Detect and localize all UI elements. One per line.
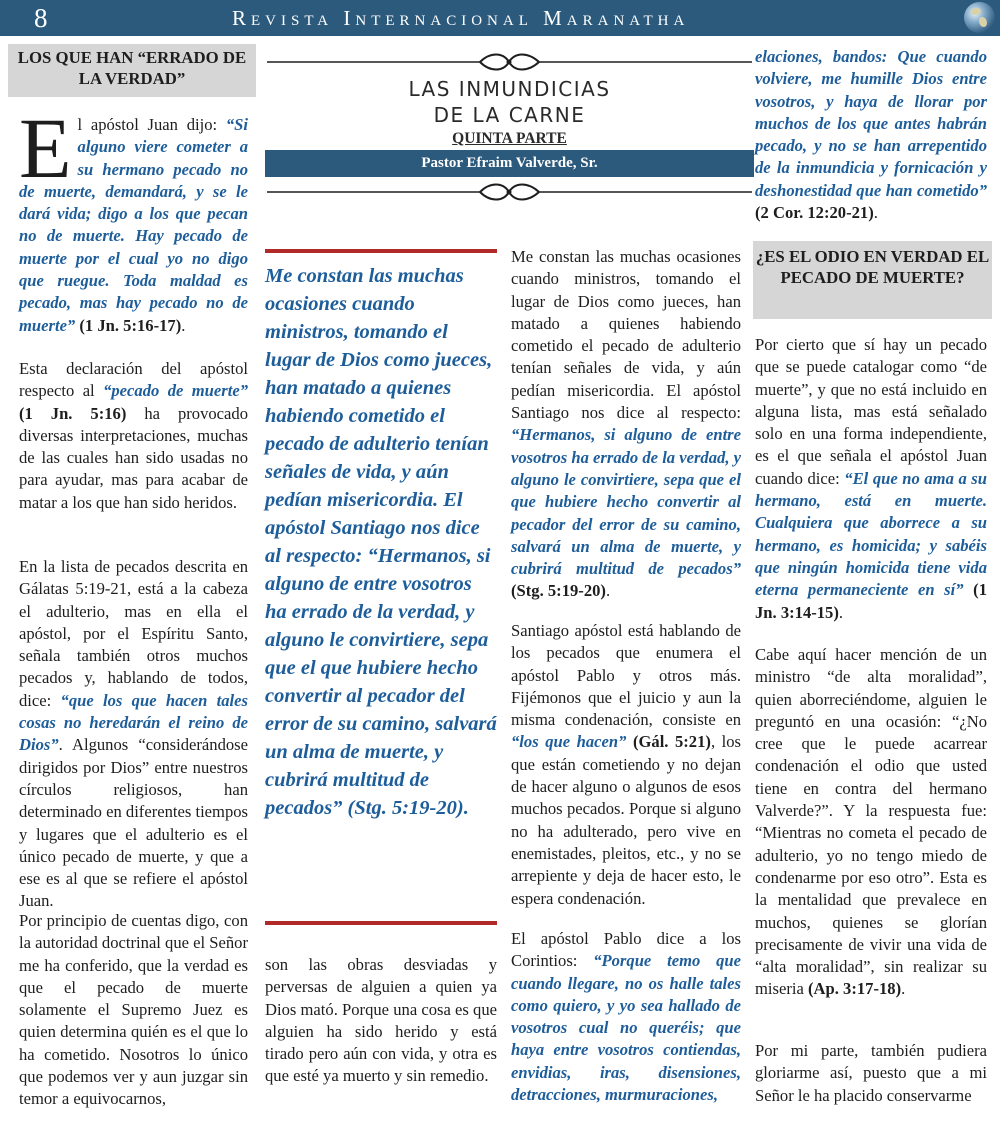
globe-icon <box>964 2 995 33</box>
paragraph-santiago: Santiago apóstol está hablando de los pecados que enumera el apóstol Pablo y otros más. Fijémonos que el juicio y aun la misma condenación, consiste en “los que hacen” (Gál. 5:21), los que están cometiendo y no dejan de hacer alguno o algunos de esos muchos pecados. Porque si alguno no ha adulterado, pero vive en enemistades, pleitos, etc., y no se arrepiente y deja de hacer esto, le espera condenación. <box>511 621 741 908</box>
quote-1jn: “Si alguno viere cometer a su hermano pecado no de muerte, demandará, y se le dará vida; digo a los que pecan no de muerte. Hay pecado de muerte por el cual yo no digo que ruegue. Toda maldad es pecado, mas hay pecado no de muerte” <box>19 115 248 335</box>
drop-cap: E <box>19 100 72 196</box>
pull-quote: Me constan las muchas ocasiones cuando ministros, tomando el lugar de Dios como jueces, han matado a quienes habiendo cometido el pecado de adulterio tenían señales de vida, y aún pedían misericordia. El apóstol Santiago nos dice al respecto: “Hermanos, si alguno de entre vosotros ha errado de la verdad, y alguno le convirtiere, sepa que el que hubiere hecho convertir al pecador del error de su camino, salvará un alma de muerte, y cubrirá multitud de pecados” (Stg. 5:19-20). <box>265 265 497 819</box>
column-4-p2 <box>755 334 987 624</box>
column-1 <box>19 100 248 337</box>
author-bar: Pastor Efraim Valverde, Sr. <box>265 150 754 177</box>
column-1-p4 <box>19 910 248 1111</box>
paragraph-obras: son las obras desviadas y perversas de alguien a quien ya Dios mató. Porque una cosa es que alguien ha sido herido y está tirado pero aún con vida, y otra es que esté ya muerto y sin remedio. <box>265 955 497 1086</box>
paragraph-moralidad: Cabe aquí hacer mención de un ministro “de alta moralidad”, quien aborreciéndome, alguien le preguntó en una ocasión: “¿No cree que le puede acarrear condenación el odio que usted tiene en contra del hermano Valverde?”. Y la respuesta fue: “Mientras no cometa el pecado de adulterio, yo no tengo miedo de condenarme por eso otro”. Esta es la mentalidad que prevalece en muchos, quienes se glorían precisamente de vivir una vida de “alta moralidad”, sin realizar su miseria (Ap. 3:17-18). <box>755 645 987 999</box>
pull-quote-rule-top <box>265 249 497 253</box>
paragraph-gloriarme: Por mi parte, también pudiera gloriarme así, puesto que a mi Señor le ha placido conservarme <box>755 1041 987 1105</box>
paragraph-odio: Por cierto que sí hay un pecado que se puede catalogar como “de muerte”, y que no está incluido en alguna lista, mas está señalado solo en una forma independiente, es el que señala el apóstol Juan cuando dice: “El que no ama a su hermano, está en muerte. Cualquiera que aborrece a su hermano, es homicida; y sabéis que ningún homicida tiene vida eterna permaneciente en sí” (1 Jn. 3:14-15). <box>755 335 987 622</box>
magazine-title: Revista Internacional Maranatha <box>232 6 690 30</box>
paragraph-galatas: En la lista de pecados descrita en Gálatas 5:19-21, está a la cabeza el adulterio, mas en ella el apóstol, por el Espíritu Santo, señala también otros muchos pecados y, hablando de todos, dice: “que los que hacen tales cosas no heredarán el reino de Dios”. Algunos “considerándose dirigidos por Dios” entre nuestros círculos religiosos, han determinado en diferentes tiempos y lugares que el adulterio es el único pecado de muerte, y que a ese es al que se refiere el apóstol Juan. <box>19 557 249 911</box>
column-4-p3 <box>755 644 987 1001</box>
column-4-p1 <box>755 46 987 224</box>
paragraph-principio: Por principio de cuentas digo, con la autoridad doctrinal que el Señor me ha conferido, que la verdad es que el pecado de muerte solamente el Supremo Juez es quien determina quién es el que lo ha cometido. Nosotros lo único que podemos ver y aun juzgar sin temor a equivocarnos, <box>19 911 249 1109</box>
ornament-bottom <box>265 180 754 204</box>
paragraph-elaciones: elaciones, bandos: Que cuando volviere, me humille Dios entre vosotros, y haya de llorar por muchos de los que antes habrán pecado, y no se han arrepentido de la inmundicia y fornicación y deshonestidad que han cometido” (2 Cor. 12:20-21). <box>755 47 987 223</box>
column-2-text <box>265 954 497 1088</box>
article-subtitle: QUINTA PARTE <box>452 130 567 147</box>
article-title-line1: LAS INMUNDICIAS <box>408 77 611 101</box>
section-heading-errado: LOS QUE HAN “ERRADO DE LA VERDAD” <box>8 44 256 97</box>
paragraph-constan: Me constan las muchas ocasiones cuando ministros, tomando el lugar de Dios como jueces, han matado a quienes habiendo cometido el pecado de adulterio tenían señales de vida, y aún pedían misericordia. El apóstol Santiago nos dice al respecto: “Hermanos, si alguno de entre vosotros ha errado de la verdad, y alguno le convirtiere, sepa que el que hubiere hecho convertir al pecador del error de su camino, salvará un alma de muerte, y cubrirá multitud de pecados” (Stg. 5:19-20). <box>511 247 741 601</box>
article-title-line2: DE LA CARNE <box>433 103 586 127</box>
section-heading-odio: ¿ES EL ODIO EN VERDAD EL PECADO DE MUERTE? <box>753 241 992 319</box>
column-1-p2 <box>19 358 248 514</box>
ornament-top <box>265 50 754 74</box>
paragraph-declaracion: Esta declaración del apóstol respecto al “pecado de muerte” (1 Jn. 5:16) ha provocado diversas interpretaciones, muchas de las cuales han sido usadas no para ayudar, mas para acabar de matar a los que han sido heridos. <box>19 359 248 512</box>
paragraph-intro: El apóstol Juan dijo: “Si alguno viere cometer a su hermano pecado no de muerte, demandará, y se le dará vida; digo a los que pecan no de muerte. Hay pecado de muerte por el cual yo no digo que ruegue. Toda maldad es pecado, mas hay pecado no de muerte” (1 Jn. 5:16-17). <box>19 100 248 335</box>
column-3-p1 <box>511 246 741 603</box>
pull-quote-rule-bottom <box>265 921 497 925</box>
column-3-p3 <box>511 928 741 1106</box>
page-number: 8 <box>34 3 48 33</box>
page-header <box>0 0 1000 36</box>
column-4-p4 <box>755 1040 987 1107</box>
column-1-p3 <box>19 556 248 913</box>
paragraph-corintios: El apóstol Pablo dice a los Corintios: “Porque temo que cuando llegare, no os halle tales como quiero, y yo sea hallado de vosotros cual no queréis; que haya entre vosotros contiendas, envidias, iras, disensiones, detracciones, murmuraciones, <box>511 929 741 1105</box>
column-3-p2 <box>511 620 741 910</box>
